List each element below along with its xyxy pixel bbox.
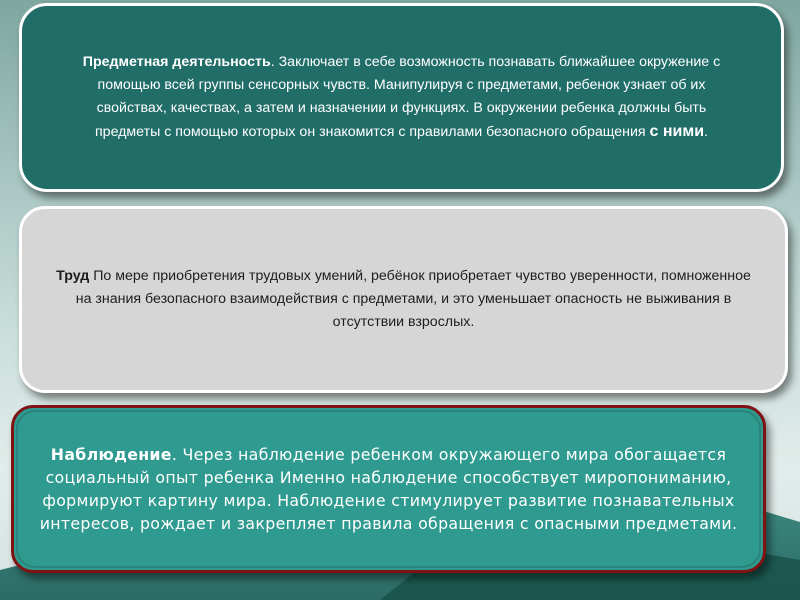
block-object-activity-ending: с ними [649, 123, 705, 140]
block-labor-heading: Труд [56, 268, 90, 284]
block-observation-heading: Наблюдение [50, 445, 172, 464]
block-observation-body: . Через наблюдение ребенком окружающего мира обогащается социальный опыт ребенка Именно наблюдение способствует миропониманию, формируют картину мира. Наблюдение стимулирует развитие познавательных интересов, рождает и закрепляет правила обращения с опасными предметами. [39, 445, 738, 533]
block-object-activity-punct: . [704, 124, 708, 140]
block-object-activity [19, 3, 784, 192]
block-object-activity-body: . Заключает в себе возможность познавать ближайшее окружение с помощью всей группы сенсорных чувств. Манипулируя с предметами, ребенок узнает об их свойствах, качествах, а затем и назначении и функциях. В окружении ребенка должны быть предметы с помощью которых он знакомится с правилами безопасного обращения [95, 54, 721, 140]
block-labor [19, 206, 788, 393]
block-labor-text [54, 265, 753, 334]
block-object-activity-text [67, 51, 736, 144]
block-object-activity-heading: Предметная деятельность [82, 54, 271, 70]
block-observation [11, 405, 766, 573]
block-labor-body: По мере приобретения трудовых умений, ребёнок приобретает чувство уверенности, помноженное на знания безопасного взаимодействия с предметами, и это уменьшает опасность не выживания в отсутствии взрослых. [75, 268, 751, 330]
block-observation-text [34, 443, 743, 535]
